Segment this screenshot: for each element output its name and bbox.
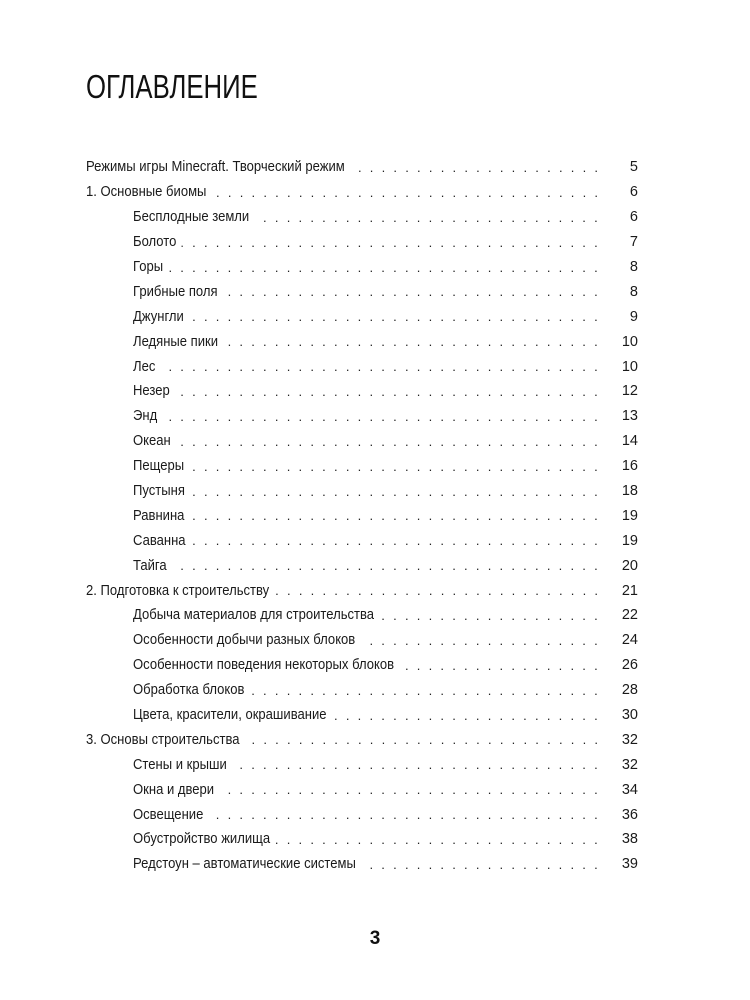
toc-entry-page: 28	[598, 682, 638, 698]
dot-leader	[133, 255, 632, 280]
toc-entry	[0, 553, 750, 578]
toc-entry	[0, 628, 750, 653]
dot-leader	[133, 230, 632, 255]
toc-entry	[0, 578, 750, 603]
toc-entry-label: Бесплодные земли	[133, 209, 255, 225]
toc-entry-label: 1. Основные биомы	[86, 184, 212, 200]
toc-entry	[0, 727, 750, 752]
toc-entry	[0, 155, 750, 180]
dot-leader	[133, 429, 632, 454]
dot-leader	[133, 553, 632, 578]
toc-entry-page: 9	[598, 309, 638, 325]
toc-entry	[0, 603, 750, 628]
toc-entry	[0, 255, 750, 280]
toc-entry-label: Равнина	[133, 508, 190, 524]
toc-entry-page: 10	[598, 334, 638, 350]
toc-entry-label: Энд	[133, 408, 163, 424]
toc-entry-label: Редстоун – автоматические системы	[133, 856, 361, 872]
toc-entry-label: Тайга	[133, 558, 172, 574]
toc-entry	[0, 678, 750, 703]
toc-entry-page: 8	[598, 284, 638, 300]
toc-entry	[0, 404, 750, 429]
dot-leader	[133, 454, 632, 479]
toc-entry-label: Пещеры	[133, 458, 190, 474]
table-of-contents	[0, 155, 750, 877]
toc-entry-page: 14	[598, 433, 638, 449]
toc-entry-page: 5	[598, 159, 638, 175]
toc-entry-page: 18	[598, 483, 638, 499]
toc-entry-page: 7	[598, 234, 638, 250]
toc-entry-page: 12	[598, 383, 638, 399]
toc-entry-label: Болото	[133, 234, 182, 250]
toc-entry	[0, 703, 750, 728]
toc-entry	[0, 827, 750, 852]
toc-entry-page: 36	[598, 807, 638, 823]
toc-entry	[0, 479, 750, 504]
toc-entry-page: 32	[598, 757, 638, 773]
toc-entry-page: 6	[598, 209, 638, 225]
page-number: 3	[369, 928, 381, 949]
toc-entry	[0, 429, 750, 454]
toc-entry-page: 34	[598, 782, 638, 798]
toc-entry-label: Грибные поля	[133, 284, 223, 300]
toc-entry	[0, 354, 750, 379]
toc-entry	[0, 230, 750, 255]
toc-entry	[0, 802, 750, 827]
toc-entry-page: 19	[598, 533, 638, 549]
toc-entry	[0, 777, 750, 802]
toc-entry-label: Пустыня	[133, 483, 190, 499]
toc-entry	[0, 454, 750, 479]
toc-entry-page: 19	[598, 508, 638, 524]
toc-entry	[0, 852, 750, 877]
toc-entry-label: 2. Подготовка к строительству	[86, 583, 275, 599]
toc-entry-label: 3. Основы строительства	[86, 732, 245, 748]
toc-entry	[0, 329, 750, 354]
toc-entry-page: 32	[598, 732, 638, 748]
toc-entry-label: Лес	[133, 359, 161, 375]
toc-entry-label: Обработка блоков	[133, 682, 250, 698]
toc-entry-page: 6	[598, 184, 638, 200]
toc-entry	[0, 379, 750, 404]
toc-entry-label: Джунгли	[133, 309, 189, 325]
dot-leader	[133, 528, 632, 553]
toc-entry-page: 8	[598, 259, 638, 275]
toc-entry-page: 22	[598, 607, 638, 623]
toc-entry-label: Окна и двери	[133, 782, 219, 798]
dot-leader	[133, 379, 632, 404]
toc-entry-page: 16	[598, 458, 638, 474]
toc-entry	[0, 180, 750, 205]
toc-entry-label: Саванна	[133, 533, 191, 549]
toc-entry-page: 13	[598, 408, 638, 424]
toc-entry-label: Обустройство жилища	[133, 831, 276, 847]
toc-entry-label: Горы	[133, 259, 168, 275]
toc-entry-page: 20	[598, 558, 638, 574]
toc-entry-label: Добыча материалов для строительства	[133, 607, 379, 623]
toc-entry-page: 39	[598, 856, 638, 872]
toc-entry-page: 10	[598, 359, 638, 375]
toc-entry-label: Ледяные пики	[133, 334, 223, 350]
toc-entry	[0, 653, 750, 678]
toc-entry	[0, 279, 750, 304]
toc-entry	[0, 503, 750, 528]
toc-entry-label: Освещение	[133, 807, 209, 823]
toc-entry-page: 30	[598, 707, 638, 723]
toc-entry-label: Стены и крыши	[133, 757, 232, 773]
toc-entry-page: 21	[598, 583, 638, 599]
toc-entry-page: 24	[598, 632, 638, 648]
toc-entry-label: Незер	[133, 383, 175, 399]
dot-leader	[133, 304, 632, 329]
toc-entry-label: Режимы игры Minecraft. Творческий режим	[86, 159, 350, 175]
dot-leader	[133, 479, 632, 504]
toc-entry-page: 26	[598, 657, 638, 673]
toc-entry	[0, 205, 750, 230]
page-title: ОГЛАВЛЕНИЕ	[86, 68, 258, 105]
dot-leader	[133, 404, 632, 429]
dot-leader	[133, 503, 632, 528]
toc-entry	[0, 752, 750, 777]
toc-entry	[0, 304, 750, 329]
toc-entry	[0, 528, 750, 553]
toc-entry-page: 38	[598, 831, 638, 847]
toc-entry-label: Особенности поведения некоторых блоков	[133, 657, 399, 673]
toc-entry-label: Океан	[133, 433, 176, 449]
toc-entry-label: Особенности добычи разных блоков	[133, 632, 361, 648]
dot-leader	[133, 354, 632, 379]
toc-entry-label: Цвета, красители, окрашивание	[133, 707, 332, 723]
